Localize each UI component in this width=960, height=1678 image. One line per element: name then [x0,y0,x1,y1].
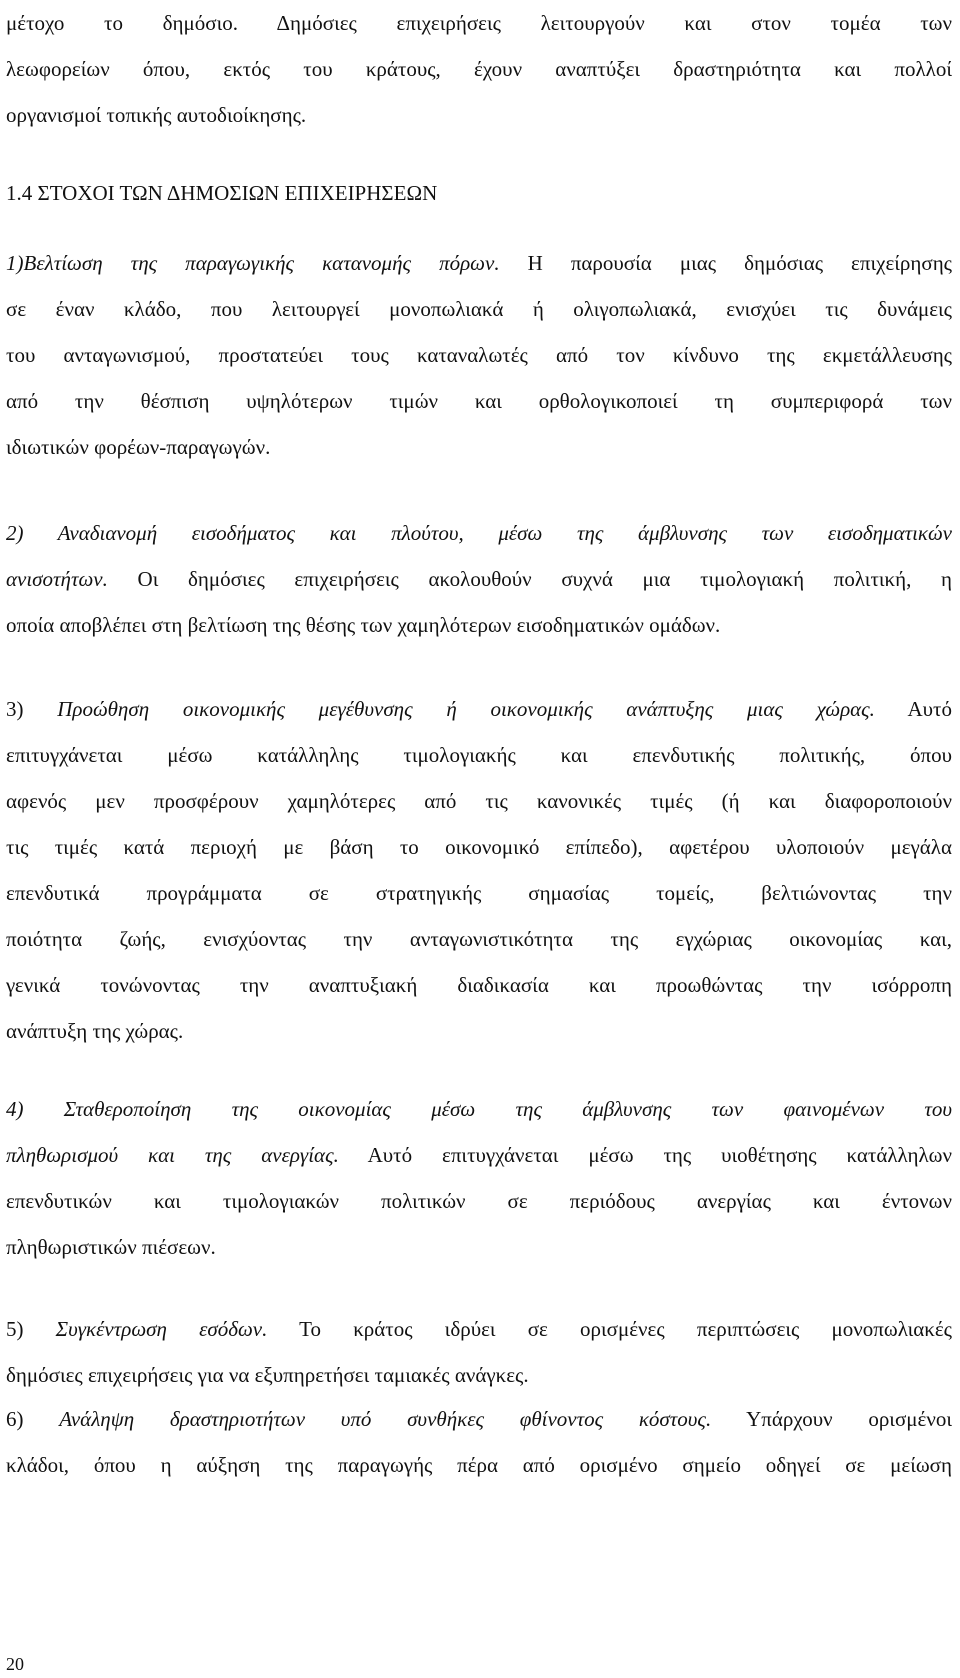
goal-text: Το κράτος ιδρύει σε ορισμένες περιπτώσεις μονοπωλιακές [267,1317,952,1341]
paragraph-goal-6 [6,1396,952,1488]
text-line [6,240,952,286]
paragraph-goal-2 [6,510,952,648]
text-line [6,1086,952,1132]
goal-title: Προώθηση οικονομικής μεγέθυνσης ή οικονομικής ανάπτυξης μιας χώρας. [57,697,875,721]
paragraph-goal-3 [6,686,952,1054]
text-line: του ανταγωνισμού, προστατεύει τους καταναλωτές από τον κίνδυνο της εκμετάλλευσης [6,343,952,367]
text-line: τις τιμές κατά περιοχή με βάση το οικονομικό επίπεδο), αφετέρου υλοποιούν μεγάλα [6,835,952,859]
text-line: πληθωριστικών πιέσεων. [6,1235,216,1259]
paragraph-goal-4 [6,1086,952,1270]
text-line: ποιότητα ζωής, ενισχύοντας την ανταγωνιστικότητα της εγχώριας οικονομίας και, [6,927,952,951]
goal-text: Υπάρχουν ορισμένοι [711,1407,952,1431]
text-line: μέτοχο το δημόσιο. Δημόσιες επιχειρήσεις λειτουργούν και στον τομέα των [6,11,952,35]
text-line: γενικά τονώνοντας την αναπτυξιακή διαδικασία και προωθώντας την ισόρροπη [6,973,952,997]
text-line: ανάπτυξη της χώρας. [6,1019,184,1043]
page-number: 20 [6,1654,24,1674]
goal-title: 2) Αναδιανομή εισοδήματος και πλούτου, μέσω της άμβλυνσης των εισοδηματικών [6,521,952,545]
paragraph-intro [6,0,952,138]
text-line [6,1396,952,1442]
text-line: ιδιωτικών φορέων-παραγωγών. [6,435,271,459]
goal-title: Ανάληψη δραστηριοτήτων υπό συνθήκες φθίνοντος κόστους. [59,1407,712,1431]
text-line: επενδυτικά προγράμματα σε στρατηγικής σημασίας τομείς, βελτιώνοντας την [6,881,952,905]
goal-title: ανισοτήτων. [6,567,108,591]
paragraph-goal-5 [6,1306,952,1398]
paragraph-goal-1 [6,240,952,470]
goal-title: 1)Βελτίωση της παραγωγικής κατανομής πόρων. [6,251,500,275]
goal-title: Συγκέντρωση εσόδων. [55,1317,268,1341]
text-line: επενδυτικών και τιμολογιακών πολιτικών σε περιόδους ανεργίας και έντονων [6,1189,952,1213]
goal-title: 4) Σταθεροποίηση της οικονομίας μέσω της άμβλυνσης των φαινομένων του [6,1097,952,1121]
text-line: οργανισμοί τοπικής αυτοδιοίκησης. [6,103,307,127]
text-line [6,510,952,556]
goal-title: πληθωρισμού και της ανεργίας. [6,1143,339,1167]
goal-text: Οι δημόσιες επιχειρήσεις ακολουθούν συχνά μια τιμολογιακή πολιτική, η [107,567,952,591]
text-line [6,686,952,732]
text-line [6,1306,952,1352]
goal-number: 6) [6,1407,60,1431]
section-heading [6,170,952,216]
text-line: επιτυγχάνεται μέσω κατάλληλης τιμολογιακής και επενδυτικής πολιτικής, όπου [6,743,952,767]
goal-text: Αυτό επιτυγχάνεται μέσω της υιοθέτησης κατάλληλων [338,1143,952,1167]
goal-text: Αυτό [874,697,952,721]
text-line: κλάδοι, όπου η αύξηση της παραγωγής πέρα από ορισμένο σημείο οδηγεί σε μείωση [6,1453,952,1477]
goal-number: 3) [6,697,58,721]
text-line: λεωφορείων όπου, εκτός του κράτους, έχουν αναπτύξει δραστηριότητα και πολλοί [6,57,952,81]
goal-number: 5) [6,1317,56,1341]
section-heading-text: 1.4 ΣΤΟΧΟΙ ΤΩΝ ΔΗΜΟΣΙΩΝ ΕΠΙΧΕΙΡΗΣΕΩΝ [6,181,438,205]
goal-text: Η παρουσία μιας δημόσιας επιχείρησης [499,251,952,275]
text-line: αφενός μεν προσφέρουν χαμηλότερες από τις κανονικές τιμές (ή και διαφοροποιούν [6,789,952,813]
text-line: οποία αποβλέπει στη βελτίωση της θέσης των χαμηλότερων εισοδηματικών ομάδων. [6,613,721,637]
text-line [6,556,952,602]
text-line [6,1132,952,1178]
text-line: σε έναν κλάδο, που λειτουργεί μονοπωλιακά ή ολιγοπωλιακά, ενισχύει τις δυνάμεις [6,297,952,321]
text-line: δημόσιες επιχειρήσεις για να εξυπηρετήσει ταμιακές ανάγκες. [6,1363,529,1387]
text-line: από την θέσπιση υψηλότερων τιμών και ορθολογικοποιεί τη συμπεριφορά των [6,389,952,413]
